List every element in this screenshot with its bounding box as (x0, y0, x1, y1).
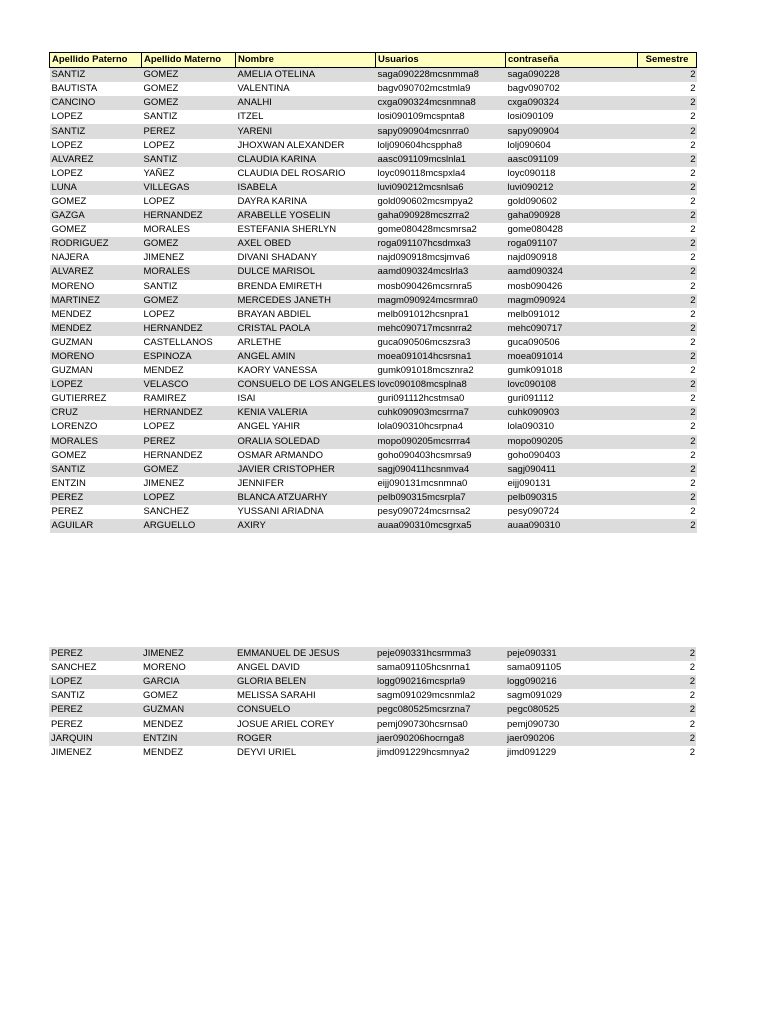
contrasena-cell: mehc090717 (506, 322, 638, 336)
usuario-cell: sagm091029mcsnmla2 (377, 690, 476, 702)
usuario-cell: mehc090717mcsnrra2 (376, 322, 506, 336)
nombre-cell: ISAI (237, 393, 256, 405)
apellido-paterno-cell: PEREZ (50, 491, 142, 505)
apellido-paterno-cell: SANCHEZ (51, 662, 97, 674)
apellido-materno-cell: MENDEZ (143, 718, 184, 730)
nombre-cell: ARLETHE (237, 336, 282, 348)
usuario-cell: pemj090730hcsrnsa0 (377, 718, 468, 730)
apellido-paterno-cell: MENDEZ (50, 322, 142, 336)
apellido-paterno-cell: PEREZ (49, 647, 141, 661)
apellido-paterno-cell: GUZMAN (51, 365, 93, 377)
contrasena-cell: roga091107 (506, 237, 638, 251)
contrasena-cell: eijj090131 (507, 477, 551, 489)
apellido-materno-cell: GOMEZ (143, 690, 178, 702)
usuario-cell: gumk091018mcsznra2 (377, 365, 474, 377)
contrasena-cell: jaer090206 (505, 732, 637, 746)
header-contrasena: contraseña (506, 53, 638, 68)
table-row (50, 420, 697, 434)
apellido-materno-cell: LOPEZ (143, 195, 175, 207)
contrasena-cell: goho090403 (507, 449, 561, 461)
usuario-cell: logg090216mcsprla9 (375, 675, 505, 689)
nombre-cell: KAORY VANESSA (237, 365, 318, 377)
apellido-paterno-cell: MORENO (51, 280, 95, 292)
table-row (50, 124, 697, 138)
table-row (50, 378, 697, 392)
apellido-paterno-cell: SANTIZ (50, 68, 142, 83)
apellido-materno-cell: HERNANDEZ (142, 209, 236, 223)
header-apellido-paterno: Apellido Paterno (50, 53, 142, 68)
contrasena-cell: jimd091229 (507, 746, 557, 758)
usuario-cell: jaer090206hocrnga8 (375, 732, 505, 746)
table-row (49, 732, 696, 746)
table-row (50, 322, 697, 336)
contrasena-cell: moea091014 (506, 350, 638, 364)
table-row (50, 477, 697, 491)
nombre-cell: DULCE MARISOL (236, 265, 376, 279)
semestre-cell: 2 (690, 477, 696, 489)
nombre-cell: ANGEL YAHIR (237, 421, 301, 433)
apellido-paterno-cell: LORENZO (51, 421, 98, 433)
header-semestre: Semestre (638, 53, 697, 68)
table-row (50, 519, 697, 533)
nombre-cell: AXEL OBED (236, 237, 376, 251)
apellido-paterno-cell: GOMEZ (51, 195, 87, 207)
semestre-cell: 2 (637, 703, 696, 717)
apellido-materno-cell: HERNANDEZ (142, 406, 236, 420)
nombre-cell: ISABELA (236, 181, 376, 195)
apellido-materno-cell: SANTIZ (143, 111, 178, 123)
apellido-materno-cell: SANTIZ (142, 153, 236, 167)
table-row (50, 364, 697, 378)
semestre-cell: 2 (690, 449, 696, 461)
apellido-materno-cell: CASTELLANOS (143, 336, 213, 348)
contrasena-cell: najd090918 (507, 252, 558, 264)
table-row (50, 463, 697, 477)
nombre-cell: CRISTAL PAOLA (236, 322, 376, 336)
apellido-paterno-cell: BAUTISTA (51, 83, 98, 95)
apellido-paterno-cell: ENTZIN (51, 477, 86, 489)
semestre-cell: 2 (638, 124, 697, 138)
nombre-cell: YARENI (236, 124, 376, 138)
apellido-paterno-cell: SANTIZ (51, 690, 85, 702)
apellido-materno-cell: GOMEZ (142, 294, 236, 308)
nombre-cell: ANALHI (236, 96, 376, 110)
semestre-cell: 2 (690, 506, 696, 518)
apellido-materno-cell: JIMENEZ (143, 252, 185, 264)
nombre-cell: ORALIA SOLEDAD (236, 435, 376, 449)
semestre-cell: 2 (638, 435, 697, 449)
apellido-materno-cell: VELASCO (142, 378, 236, 392)
nombre-cell: GLORIA BELEN (235, 675, 375, 689)
contrasena-cell: auaa090310 (506, 519, 638, 533)
nombre-cell: OSMAR ARMANDO (237, 449, 324, 461)
contrasena-cell: peje090331 (505, 647, 637, 661)
semestre-cell: 2 (690, 336, 696, 348)
table-row (50, 82, 697, 96)
contrasena-cell: loyc090118 (507, 167, 556, 179)
apellido-paterno-cell: MARTINEZ (50, 294, 142, 308)
apellido-materno-cell: GOMEZ (142, 237, 236, 251)
contrasena-cell: losi090109 (507, 111, 554, 123)
apellido-paterno-cell: MORALES (50, 435, 142, 449)
usuario-cell: lovc090108mcsplna8 (376, 378, 506, 392)
contrasena-cell: magm090924 (506, 294, 638, 308)
table-row (50, 209, 697, 223)
table-row (50, 181, 697, 195)
apellido-paterno-cell: SANTIZ (50, 463, 142, 477)
semestre-cell: 2 (638, 96, 697, 110)
semestre-cell: 2 (637, 647, 696, 661)
nombre-cell: AXIRY (236, 519, 376, 533)
usuario-cell: najd090918mcsjmva6 (377, 252, 470, 264)
usuario-cell: bagv090702mcstmla9 (377, 83, 471, 95)
apellido-paterno-cell: JIMENEZ (51, 746, 92, 758)
nombre-cell: CONSUELO (235, 703, 375, 717)
table-row (49, 647, 696, 661)
contrasena-cell: sama091105 (507, 662, 562, 674)
contrasena-cell: pemj090730 (507, 718, 560, 730)
table-row (50, 96, 697, 110)
usuario-cell: gold090602mcsmpya2 (377, 195, 474, 207)
student-table-extra (49, 647, 696, 760)
apellido-materno-cell: MORALES (142, 265, 236, 279)
apellido-paterno-cell: GOMEZ (51, 449, 87, 461)
semestre-cell: 2 (690, 308, 696, 320)
nombre-cell: AMELIA OTELINA (236, 68, 376, 83)
usuario-cell: pegc080525mcsrzna7 (375, 703, 505, 717)
usuario-cell: aamd090324mcslrla3 (376, 265, 506, 279)
nombre-cell: JHOXWAN ALEXANDER (237, 139, 345, 151)
apellido-paterno-cell: CANCINO (50, 96, 142, 110)
apellido-materno-cell: LOPEZ (143, 308, 175, 320)
apellido-materno-cell: PEREZ (142, 435, 236, 449)
header-nombre: Nombre (236, 53, 376, 68)
student-table-main (49, 52, 696, 533)
nombre-cell: ANGEL DAVID (237, 662, 300, 674)
table-row (50, 223, 697, 237)
header-apellido-materno: Apellido Materno (142, 53, 236, 68)
usuario-cell: moea091014hcsrsna1 (376, 350, 506, 364)
semestre-cell: 2 (690, 195, 696, 207)
table-row (50, 110, 697, 124)
nombre-cell: ARABELLE YOSELIN (236, 209, 376, 223)
apellido-materno-cell: RAMIREZ (143, 393, 187, 405)
nombre-cell: JENNIFER (237, 477, 284, 489)
apellido-materno-cell: PEREZ (142, 124, 236, 138)
apellido-paterno-cell: AGUILAR (50, 519, 142, 533)
usuario-cell: mosb090426mcsrnra5 (377, 280, 473, 292)
nombre-cell: BRAYAN ABDIEL (237, 308, 312, 320)
contrasena-cell: lovc090108 (506, 378, 638, 392)
apellido-paterno-cell: RODRIGUEZ (50, 237, 142, 251)
apellido-materno-cell: MENDEZ (143, 365, 184, 377)
nombre-cell: CLAUDIA DEL ROSARIO (237, 167, 346, 179)
table-row (49, 703, 696, 717)
usuario-cell: pesy090724mcsrnsa2 (377, 506, 471, 518)
usuario-cell: gome080428mcsmrsa2 (377, 224, 477, 236)
usuario-cell: magm090924mcsrmra0 (376, 294, 506, 308)
table-row (50, 406, 697, 420)
semestre-cell: 2 (638, 294, 697, 308)
usuario-cell: lolj090604hcsppha8 (377, 139, 463, 151)
usuario-cell: pelb090315mcsrpla7 (376, 491, 506, 505)
apellido-paterno-cell: LOPEZ (51, 167, 83, 179)
apellido-materno-cell: ARGUELLO (142, 519, 236, 533)
semestre-cell: 2 (690, 111, 696, 123)
table-row (49, 675, 696, 689)
contrasena-cell: aamd090324 (506, 265, 638, 279)
table-row (50, 237, 697, 251)
usuario-cell: jimd091229hcsmnya2 (377, 746, 470, 758)
usuario-cell: sapy090904mcsnrra0 (376, 124, 506, 138)
usuario-cell: losi090109mcspnta8 (377, 111, 465, 123)
apellido-paterno-cell: JARQUIN (49, 732, 141, 746)
apellido-paterno-cell: MORENO (50, 350, 142, 364)
contrasena-cell: guca090506 (507, 336, 560, 348)
apellido-materno-cell: GOMEZ (142, 463, 236, 477)
semestre-cell: 2 (638, 463, 697, 477)
apellido-materno-cell: LOPEZ (143, 139, 175, 151)
semestre-cell: 2 (637, 675, 696, 689)
apellido-paterno-cell: SANTIZ (50, 124, 142, 138)
semestre-cell: 2 (638, 378, 697, 392)
apellido-materno-cell: ESPINOZA (142, 350, 236, 364)
semestre-cell: 2 (690, 139, 696, 151)
apellido-materno-cell: JIMENEZ (143, 477, 185, 489)
apellido-materno-cell: YAÑEZ (143, 167, 175, 179)
usuario-cell: peje090331hcsrmma3 (375, 647, 505, 661)
semestre-cell: 2 (638, 519, 697, 533)
contrasena-cell: guri091112 (507, 393, 554, 405)
table-row (50, 280, 697, 294)
table-row (50, 392, 697, 406)
nombre-cell: DIVANI SHADANY (237, 252, 318, 264)
contrasena-cell: gaha090928 (506, 209, 638, 223)
apellido-materno-cell: HERNANDEZ (142, 322, 236, 336)
apellido-paterno-cell: GUZMAN (51, 336, 93, 348)
contrasena-cell: lola090310 (507, 421, 554, 433)
usuario-cell: loyc090118mcspxla4 (377, 167, 466, 179)
apellido-paterno-cell: LOPEZ (50, 378, 142, 392)
apellido-paterno-cell: LOPEZ (51, 111, 83, 123)
usuario-cell: roga091107hcsdmxa3 (376, 237, 506, 251)
apellido-paterno-cell: PEREZ (49, 703, 141, 717)
apellido-materno-cell: LOPEZ (143, 421, 175, 433)
table-row (50, 153, 697, 167)
header-usuarios: Usuarios (376, 53, 506, 68)
semestre-cell: 2 (638, 265, 697, 279)
table-row (50, 336, 697, 350)
nombre-cell: VALENTINA (237, 83, 290, 95)
contrasena-cell: sagm091029 (507, 690, 562, 702)
nombre-cell: ESTEFANIA SHERLYN (237, 224, 337, 236)
usuario-cell: cuhk090903mcsrrna7 (376, 406, 506, 420)
apellido-paterno-cell: NAJERA (51, 252, 89, 264)
contrasena-cell: gold090602 (507, 195, 558, 207)
semestre-cell: 2 (638, 350, 697, 364)
semestre-cell: 2 (689, 746, 695, 758)
contrasena-cell: mopo090205 (506, 435, 638, 449)
table-row (50, 68, 697, 83)
apellido-materno-cell: JIMENEZ (141, 647, 235, 661)
semestre-cell: 2 (690, 365, 696, 377)
semestre-cell: 2 (690, 224, 696, 236)
semestre-cell: 2 (690, 421, 696, 433)
usuario-cell: mopo090205mcsrrra4 (376, 435, 506, 449)
apellido-paterno-cell: LUNA (50, 181, 142, 195)
contrasena-cell: gome080428 (507, 224, 563, 236)
apellido-paterno-cell: GAZGA (50, 209, 142, 223)
table-row (50, 294, 697, 308)
nombre-cell: MELISSA SARAHI (237, 690, 316, 702)
apellido-paterno-cell: LOPEZ (49, 675, 141, 689)
contrasena-cell: bagv090702 (507, 83, 560, 95)
nombre-cell: BLANCA ATZUARHY (236, 491, 376, 505)
semestre-cell: 2 (690, 83, 696, 95)
usuario-cell: gaha090928mcszrra2 (376, 209, 506, 223)
apellido-materno-cell: GOMEZ (143, 83, 179, 95)
semestre-cell: 2 (638, 153, 697, 167)
table-row (50, 308, 697, 322)
semestre-cell: 2 (689, 690, 695, 702)
usuario-cell: aasc091109mcslnla1 (376, 153, 506, 167)
apellido-paterno-cell: PEREZ (51, 718, 83, 730)
nombre-cell: JOSUE ARIEL COREY (237, 718, 335, 730)
semestre-cell: 2 (637, 732, 696, 746)
usuario-cell: eijj090131mcsnmna0 (377, 477, 468, 489)
nombre-cell: MERCEDES JANETH (236, 294, 376, 308)
nombre-cell: ANGEL AMIN (236, 350, 376, 364)
semestre-cell: 2 (690, 167, 696, 179)
usuario-cell: guca090506mcszsra3 (377, 336, 471, 348)
apellido-materno-cell: MENDEZ (143, 746, 184, 758)
table-row (50, 435, 697, 449)
usuario-cell: guri091112hcstmsa0 (377, 393, 465, 405)
apellido-materno-cell: GOMEZ (142, 96, 236, 110)
semestre-cell: 2 (638, 406, 697, 420)
apellido-materno-cell: GUZMAN (141, 703, 235, 717)
apellido-materno-cell: LOPEZ (142, 491, 236, 505)
usuario-cell: saga090228mcsnmma8 (376, 68, 506, 83)
semestre-cell: 2 (690, 393, 696, 405)
apellido-materno-cell: HERNANDEZ (143, 449, 203, 461)
semestre-cell: 2 (638, 322, 697, 336)
table-row (50, 265, 697, 279)
apellido-materno-cell: GOMEZ (142, 68, 236, 83)
semestre-cell: 2 (638, 68, 697, 83)
contrasena-cell: aasc091109 (506, 153, 638, 167)
apellido-paterno-cell: MENDEZ (51, 308, 92, 320)
table-row (49, 661, 696, 675)
semestre-cell: 2 (689, 718, 695, 730)
table-row (50, 350, 697, 364)
semestre-cell: 2 (638, 209, 697, 223)
apellido-materno-cell: GARCIA (141, 675, 235, 689)
usuario-cell: goho090403hcsmrsa9 (377, 449, 472, 461)
usuario-cell: auaa090310mcsgrxa5 (376, 519, 506, 533)
table-row (50, 139, 697, 153)
usuario-cell: luvi090212mcsnlsa6 (376, 181, 506, 195)
semestre-cell: 2 (690, 252, 696, 264)
apellido-paterno-cell: ALVAREZ (50, 153, 142, 167)
table-header-row (50, 53, 697, 68)
table-row (50, 505, 697, 519)
table-row (50, 195, 697, 209)
contrasena-cell: saga090228 (506, 68, 638, 83)
nombre-cell: ITZEL (237, 111, 264, 123)
nombre-cell: CLAUDIA KARINA (236, 153, 376, 167)
apellido-materno-cell: MORALES (143, 224, 190, 236)
apellido-materno-cell: SANTIZ (143, 280, 178, 292)
usuario-cell: melb091012hcsnpra1 (377, 308, 469, 320)
table-row (49, 717, 696, 731)
nombre-cell: EMMANUEL DE JESUS (235, 647, 375, 661)
apellido-materno-cell: ENTZIN (141, 732, 235, 746)
nombre-cell: KENIA VALERIA (236, 406, 376, 420)
table-row (49, 746, 696, 760)
apellido-paterno-cell: LOPEZ (51, 139, 83, 151)
apellido-paterno-cell: ALVAREZ (50, 265, 142, 279)
apellido-paterno-cell: GUTIERREZ (51, 393, 107, 405)
contrasena-cell: lolj090604 (507, 139, 551, 151)
apellido-materno-cell: MORENO (143, 662, 186, 674)
nombre-cell: DEYVI URIEL (237, 746, 297, 758)
usuario-cell: lola090310hcsrpna4 (377, 421, 464, 433)
nombre-cell: ROGER (235, 732, 375, 746)
semestre-cell: 2 (690, 280, 696, 292)
contrasena-cell: cuhk090903 (506, 406, 638, 420)
usuario-cell: sama091105hcsnrna1 (377, 662, 471, 674)
table-row (49, 689, 696, 703)
usuario-cell: sagj090411hcsnmva4 (376, 463, 506, 477)
semestre-cell: 2 (638, 181, 697, 195)
semestre-cell: 2 (638, 491, 697, 505)
nombre-cell: BRENDA EMIRETH (237, 280, 322, 292)
contrasena-cell: logg090216 (505, 675, 637, 689)
contrasena-cell: pesy090724 (507, 506, 560, 518)
contrasena-cell: sapy090904 (506, 124, 638, 138)
apellido-paterno-cell: PEREZ (51, 506, 84, 518)
apellido-materno-cell: SANCHEZ (143, 506, 189, 518)
contrasena-cell: gumk091018 (507, 365, 563, 377)
contrasena-cell: pelb090315 (506, 491, 638, 505)
table-row (50, 167, 697, 181)
semestre-cell: 2 (689, 662, 695, 674)
nombre-cell: YUSSANI ARIADNA (237, 506, 324, 518)
apellido-paterno-cell: GOMEZ (51, 224, 87, 236)
semestre-cell: 2 (638, 237, 697, 251)
contrasena-cell: luvi090212 (506, 181, 638, 195)
apellido-materno-cell: VILLEGAS (142, 181, 236, 195)
table-row (50, 449, 697, 463)
contrasena-cell: pegc080525 (505, 703, 637, 717)
contrasena-cell: cxga090324 (506, 96, 638, 110)
table-row (50, 491, 697, 505)
contrasena-cell: mosb090426 (507, 280, 563, 292)
contrasena-cell: sagj090411 (506, 463, 638, 477)
nombre-cell: CONSUELO DE LOS ANGELES (236, 378, 376, 392)
nombre-cell: JAVIER CRISTOPHER (236, 463, 376, 477)
nombre-cell: DAYRA KARINA (237, 195, 308, 207)
table-row (50, 251, 697, 265)
usuario-cell: cxga090324mcsnmna8 (376, 96, 506, 110)
apellido-paterno-cell: CRUZ (50, 406, 142, 420)
contrasena-cell: melb091012 (507, 308, 560, 320)
